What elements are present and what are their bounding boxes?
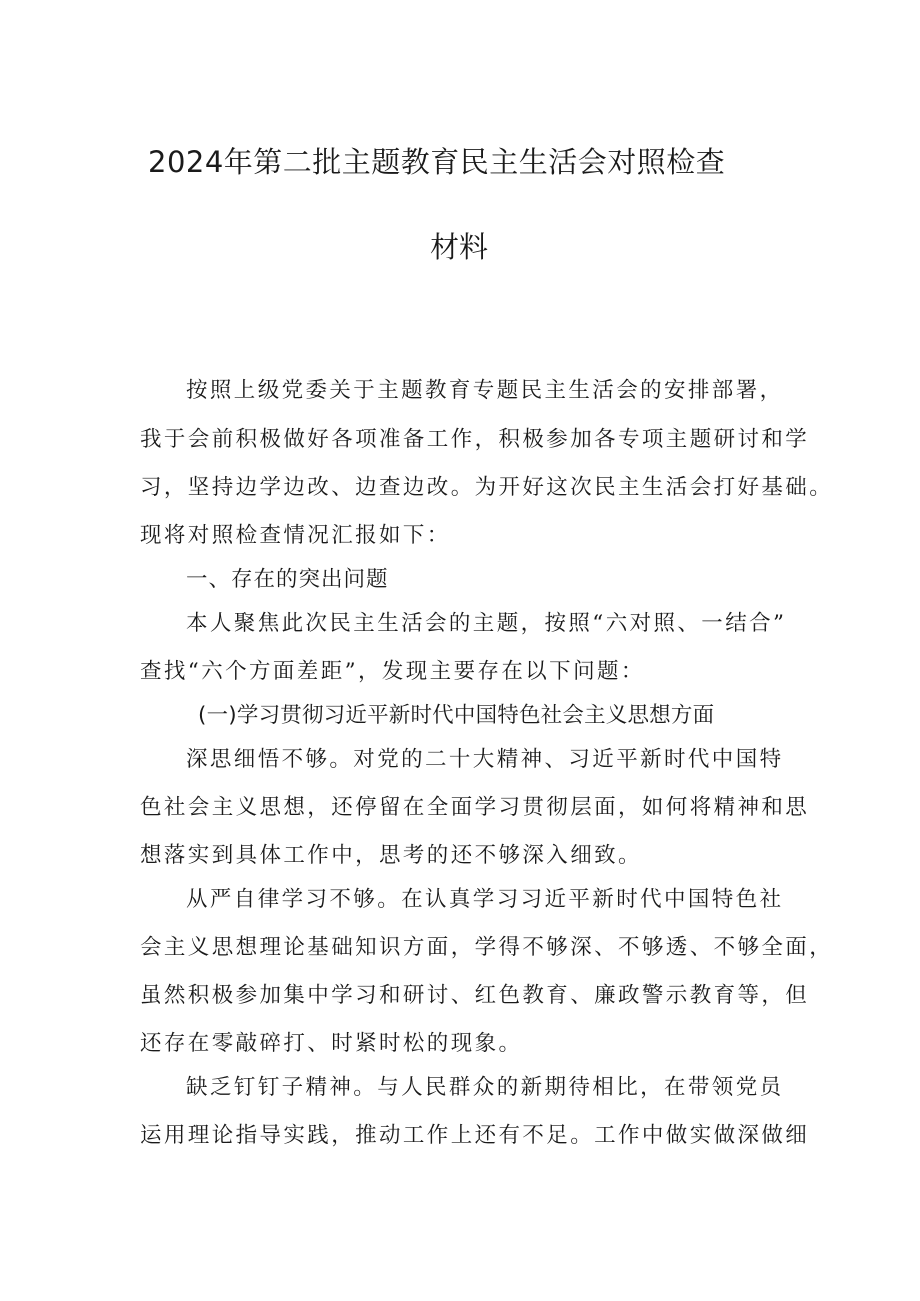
paragraph-line: 我于会前积极做好各项准备工作，积极参加各专项主题研讨和学 — [140, 427, 810, 452]
paragraph-line: 运用理论指导实践，推动工作上还有不足。工作中做实做深做细 — [140, 1123, 810, 1148]
document-title-line-1: 2024年第二批主题教育民主生活会对照检查 — [148, 145, 726, 179]
paragraph-line: 想落实到具体工作中，思考的还不够深入细致。 — [140, 843, 642, 868]
paragraph-line: 缺乏钉钉子精神。与人民群众的新期待相比，在带领党员 — [186, 1075, 784, 1100]
paragraph-line: 习，坚持边学边改、边查边改。为开好这次民主生活会打好基础。 — [140, 475, 834, 500]
paragraph-line: 查找“六个方面差距”，发现主要存在以下问题： — [140, 659, 645, 684]
document-title-line-2: 材料 — [430, 230, 489, 264]
paragraph-line: 现将对照检查情况汇报如下： — [140, 523, 451, 548]
paragraph-line: 从严自律学习不够。在认真学习习近平新时代中国特色社 — [186, 887, 784, 912]
paragraph-line: 深思细悟不够。对党的二十大精神、习近平新时代中国特 — [186, 747, 784, 772]
paragraph-line: 会主义思想理论基础知识方面，学得不够深、不够透、不够全面， — [140, 935, 834, 960]
paragraph-line: 色社会主义思想，还停留在全面学习贯彻层面，如何将精神和思 — [140, 795, 810, 820]
subsection-heading: (一)学习贯彻习近平新时代中国特色社会主义思想方面 — [198, 703, 715, 728]
paragraph-line: 按照上级党委关于主题教育专题民主生活会的安排部署， — [186, 378, 784, 403]
section-heading: 一、存在的突出问题 — [186, 567, 389, 592]
paragraph-line: 本人聚焦此次民主生活会的主题，按照“六对照、一结合” — [186, 611, 787, 636]
paragraph-line: 还存在零敲碎打、时紧时松的现象。 — [140, 1031, 523, 1056]
paragraph-line: 虽然积极参加集中学习和研讨、红色教育、廉政警示教育等，但 — [140, 983, 810, 1008]
